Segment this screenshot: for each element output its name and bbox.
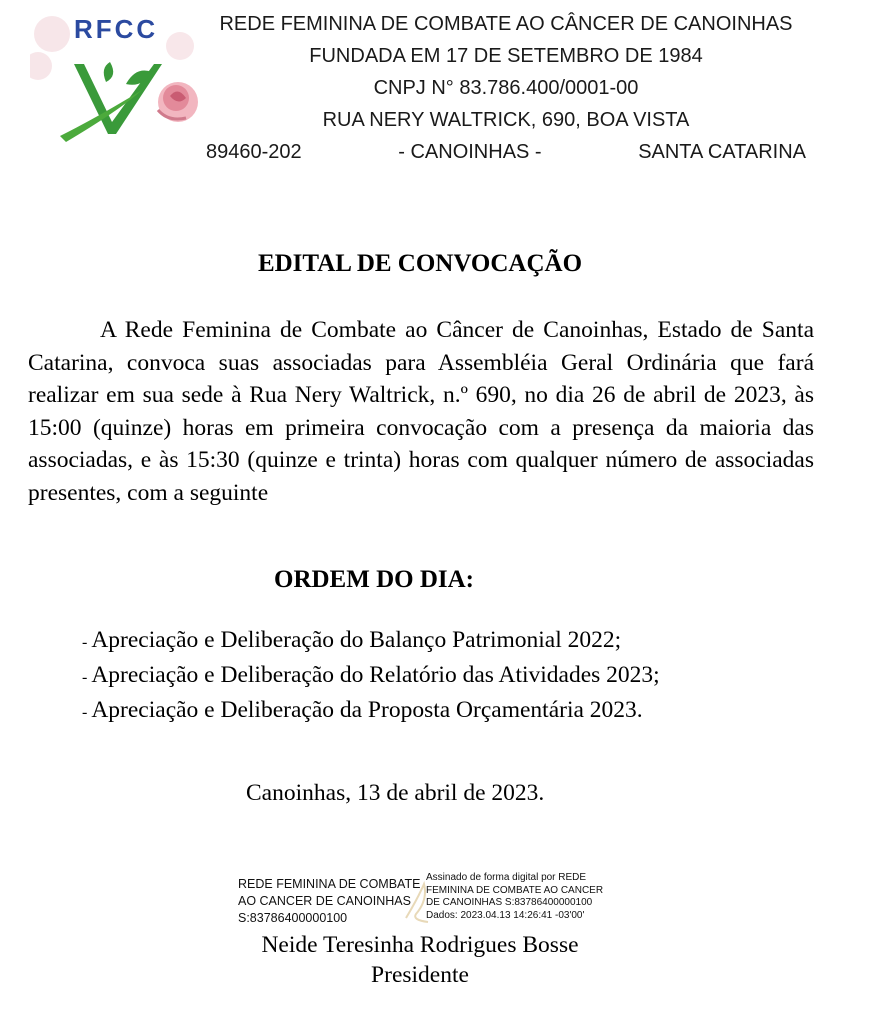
signer-block	[0, 930, 840, 990]
digital-signature-stamp	[238, 872, 628, 932]
cep: 89460-202	[206, 141, 302, 163]
list-item	[82, 624, 660, 659]
list-item	[82, 694, 660, 729]
list-dash: -	[82, 669, 88, 686]
list-item-text: Apreciação e Deliberação da Proposta Orçamentária 2023.	[91, 697, 643, 723]
city: - CANOINHAS -	[398, 141, 542, 163]
rfcc-rose-logo-icon	[30, 6, 202, 154]
document-title: EDITAL DE CONVOCAÇÃO	[257, 250, 583, 277]
document-date: Canoinhas, 13 de abril de 2023.	[246, 780, 545, 806]
signer-name: Neide Teresinha Rodrigues Bosse	[261, 932, 579, 958]
signer-identity-line: S:83786400000100	[238, 911, 348, 925]
signature-details-line: Dados: 2023.04.13 14:26:41 -03'00'	[426, 909, 585, 921]
founding-date: FUNDADA EM 17 DE SETEMBRO DE 1984	[309, 45, 703, 67]
address: RUA NERY WALTRICK, 690, BOA VISTA	[322, 109, 690, 131]
agenda-list	[82, 624, 660, 729]
cnpj: CNPJ N° 83.786.400/0001-00	[373, 77, 639, 99]
list-item-text: Apreciação e Deliberação do Balanço Patrimonial 2022;	[91, 627, 622, 653]
signer-role: Presidente	[371, 962, 469, 988]
agenda-title: ORDEM DO DIA:	[274, 566, 474, 593]
convocation-paragraph	[28, 314, 814, 509]
list-item-text: Apreciação e Deliberação do Relatório das Atividades 2023;	[91, 662, 660, 688]
org-name: REDE FEMININA DE COMBATE AO CÂNCER DE CANOINHAS	[219, 13, 793, 35]
signature-details	[426, 872, 603, 922]
address-line-2	[206, 136, 806, 168]
signature-details-line: FEMININA DE COMBATE AO CANCER	[426, 884, 604, 896]
signer-identity-line: AO CANCER DE CANOINHAS	[238, 894, 411, 908]
rfcc-logo	[30, 6, 202, 154]
list-dash: -	[82, 704, 88, 721]
logo-text: RFCC	[74, 14, 159, 44]
list-item	[82, 659, 660, 694]
signer-identity	[238, 876, 420, 927]
state: SANTA CATARINA	[638, 141, 806, 163]
signature-details-line: Assinado de forma digital por REDE	[426, 872, 587, 883]
signature-details-line: DE CANOINHAS S:83786400000100	[426, 897, 593, 908]
signer-identity-line: REDE FEMININA DE COMBATE	[238, 877, 421, 891]
letterhead	[206, 8, 806, 168]
convocation-text: A Rede Feminina de Combate ao Câncer de Canoinhas, Estado de Santa Catarina, convoca suas associadas para Assembléia Geral Ordinária que fará realizar em sua sede à Rua Nery Waltrick, n.º 690, no dia 26 de abril de 2023, às 15:00 (quinze) horas em primeira convocação com a presença da maioria das associadas, e às 15:30 (quinze e trinta) horas com qualquer número de associadas presentes, com a seguinte	[28, 317, 814, 506]
list-dash: -	[82, 634, 88, 651]
